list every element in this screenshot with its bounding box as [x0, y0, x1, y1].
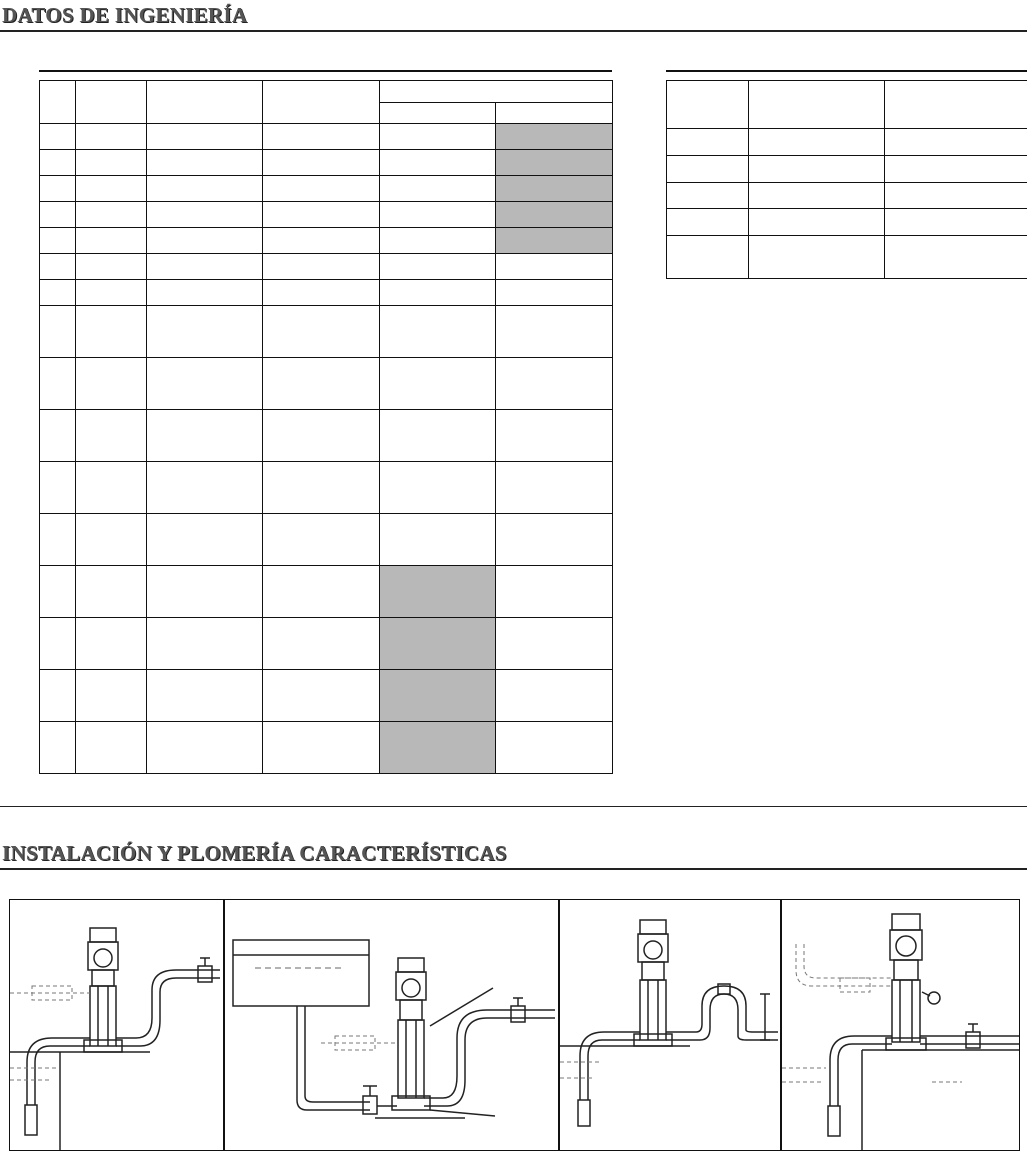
- table-cell: [76, 358, 147, 410]
- table-cell: [263, 358, 380, 410]
- table-row: [40, 202, 613, 228]
- table-cell: [496, 254, 613, 280]
- section-title-installation: INSTALACIÓN Y PLOMERÍA CARACTERÍSTICAS: [2, 841, 507, 865]
- installation-diagram-loop-discharge-panel: [559, 899, 781, 1151]
- table-cell: [40, 124, 76, 150]
- table-cell: [147, 358, 263, 410]
- table-cell: [263, 150, 380, 176]
- table-cell: [885, 156, 1027, 183]
- table-cell: [496, 670, 613, 722]
- table-row: [40, 176, 613, 202]
- table-row: [667, 236, 1027, 279]
- table-cell: [76, 150, 147, 176]
- header-cell: [147, 81, 263, 124]
- table-cell: [496, 722, 613, 774]
- table-cell: [263, 722, 380, 774]
- table-cell: [147, 176, 263, 202]
- table-cell: [76, 280, 147, 306]
- table-cell: [380, 150, 496, 176]
- header-cell: [380, 103, 496, 124]
- table-cell: [40, 150, 76, 176]
- table-cell: [76, 228, 147, 254]
- table-cell: [380, 124, 496, 150]
- table-row: [40, 670, 613, 722]
- table-cell: [885, 236, 1027, 279]
- header-cell: [885, 81, 1027, 129]
- table-row: [667, 209, 1027, 236]
- table-cell: [147, 670, 263, 722]
- table-cell: [380, 410, 496, 462]
- table-row: [667, 183, 1027, 209]
- table-cell: [496, 280, 613, 306]
- table-cell: [40, 566, 76, 618]
- table-cell: [40, 462, 76, 514]
- table-row: [40, 254, 613, 280]
- table-cell: [263, 618, 380, 670]
- header-cell: [263, 81, 380, 124]
- table-cell: [76, 202, 147, 228]
- table-cell: [885, 183, 1027, 209]
- table-cell: [380, 254, 496, 280]
- table-cell: [147, 306, 263, 358]
- table-cell: [496, 566, 613, 618]
- header-cell: [749, 81, 885, 129]
- section-divider: [0, 868, 1027, 870]
- table-cell: [667, 129, 749, 156]
- table-cell: [40, 202, 76, 228]
- table-cell: [749, 183, 885, 209]
- table-cell: [496, 202, 613, 228]
- header-cell: [496, 103, 613, 124]
- header-cell: [76, 81, 147, 124]
- table-row: [667, 129, 1027, 156]
- table-row: [40, 462, 613, 514]
- table-cell: [147, 618, 263, 670]
- table-row: [40, 150, 613, 176]
- section-divider: [0, 30, 1027, 32]
- table-cell: [380, 280, 496, 306]
- section-title-engineering: DATOS DE INGENIERÍA: [2, 3, 248, 27]
- table-cell: [380, 306, 496, 358]
- table-cell: [147, 280, 263, 306]
- table-cell: [263, 124, 380, 150]
- table-cell: [749, 156, 885, 183]
- table-row: [667, 156, 1027, 183]
- table-cell: [147, 566, 263, 618]
- table-cell: [496, 228, 613, 254]
- table-cell: [263, 306, 380, 358]
- table-cell: [496, 410, 613, 462]
- pump-installation-icon: [10, 900, 223, 1150]
- table-row: [40, 124, 613, 150]
- table-cell: [496, 514, 613, 566]
- table-cell: [147, 410, 263, 462]
- table-cell: [263, 254, 380, 280]
- table-cell: [380, 462, 496, 514]
- table-cell: [749, 129, 885, 156]
- table-cell: [263, 462, 380, 514]
- section-divider: [0, 806, 1027, 807]
- table-cell: [40, 358, 76, 410]
- table-cell: [76, 254, 147, 280]
- table-cell: [749, 236, 885, 279]
- table-cell: [40, 254, 76, 280]
- table-cell: [76, 124, 147, 150]
- table-cell: [380, 358, 496, 410]
- table-cell: [76, 176, 147, 202]
- table-cell: [76, 514, 147, 566]
- table-cell: [885, 209, 1027, 236]
- header-group-cell: [380, 81, 613, 103]
- pump-loop-installation-icon: [560, 900, 780, 1150]
- table-cell: [496, 306, 613, 358]
- table-cell: [40, 176, 76, 202]
- table-row: [40, 358, 613, 410]
- table-cell: [380, 176, 496, 202]
- table-cell: [76, 306, 147, 358]
- table-cell: [40, 670, 76, 722]
- table-cell: [263, 228, 380, 254]
- table-cell: [380, 618, 496, 670]
- table-cell: [263, 202, 380, 228]
- table-row: [40, 228, 613, 254]
- table-cell: [496, 176, 613, 202]
- table-row: [40, 280, 613, 306]
- table-cell: [667, 183, 749, 209]
- table-cell: [76, 670, 147, 722]
- table-cell: [496, 462, 613, 514]
- table-cell: [496, 618, 613, 670]
- table-row: [40, 514, 613, 566]
- engineering-data-table: [39, 80, 613, 774]
- table-cell: [76, 410, 147, 462]
- table-cell: [40, 306, 76, 358]
- table-cell: [667, 236, 749, 279]
- table-cell: [147, 202, 263, 228]
- table-row: [40, 618, 613, 670]
- table-header-row: [667, 81, 1027, 129]
- pump-priming-installation-icon: [782, 900, 1019, 1150]
- table-cell: [496, 150, 613, 176]
- table-cell: [147, 462, 263, 514]
- table-cell: [147, 150, 263, 176]
- table-cell: [885, 129, 1027, 156]
- table-cell: [40, 722, 76, 774]
- installation-diagram-tank-feed-panel: [224, 899, 559, 1151]
- table-top-rule: [39, 70, 612, 72]
- table-cell: [380, 228, 496, 254]
- table-cell: [263, 280, 380, 306]
- table-cell: [147, 514, 263, 566]
- table-cell: [667, 156, 749, 183]
- installation-diagram-flooded-suction-panel: [9, 899, 224, 1151]
- secondary-data-table: [666, 80, 1027, 279]
- installation-diagram-priming-panel: [781, 899, 1020, 1151]
- table-cell: [496, 358, 613, 410]
- table-cell: [263, 670, 380, 722]
- table-cell: [40, 228, 76, 254]
- table-cell: [380, 202, 496, 228]
- table-cell: [749, 209, 885, 236]
- table-cell: [147, 722, 263, 774]
- table-row: [40, 722, 613, 774]
- table-cell: [40, 618, 76, 670]
- table-cell: [263, 410, 380, 462]
- table-cell: [147, 254, 263, 280]
- table-row: [40, 410, 613, 462]
- table-header-row: [40, 81, 613, 103]
- table-cell: [380, 514, 496, 566]
- table-cell: [40, 514, 76, 566]
- table-cell: [40, 280, 76, 306]
- pump-tank-installation-icon: [225, 900, 558, 1150]
- table-cell: [263, 566, 380, 618]
- table-row: [40, 306, 613, 358]
- table-cell: [380, 566, 496, 618]
- table-cell: [380, 670, 496, 722]
- table-cell: [263, 514, 380, 566]
- table-cell: [263, 176, 380, 202]
- table-cell: [667, 209, 749, 236]
- table-cell: [40, 410, 76, 462]
- table-cell: [496, 124, 613, 150]
- table-cell: [147, 124, 263, 150]
- table-cell: [76, 462, 147, 514]
- header-cell: [667, 81, 749, 129]
- header-cell: [40, 81, 76, 124]
- table-cell: [380, 722, 496, 774]
- table-top-rule: [666, 70, 1027, 72]
- table-row: [40, 566, 613, 618]
- table-cell: [147, 228, 263, 254]
- table-cell: [76, 722, 147, 774]
- table-cell: [76, 566, 147, 618]
- table-cell: [76, 618, 147, 670]
